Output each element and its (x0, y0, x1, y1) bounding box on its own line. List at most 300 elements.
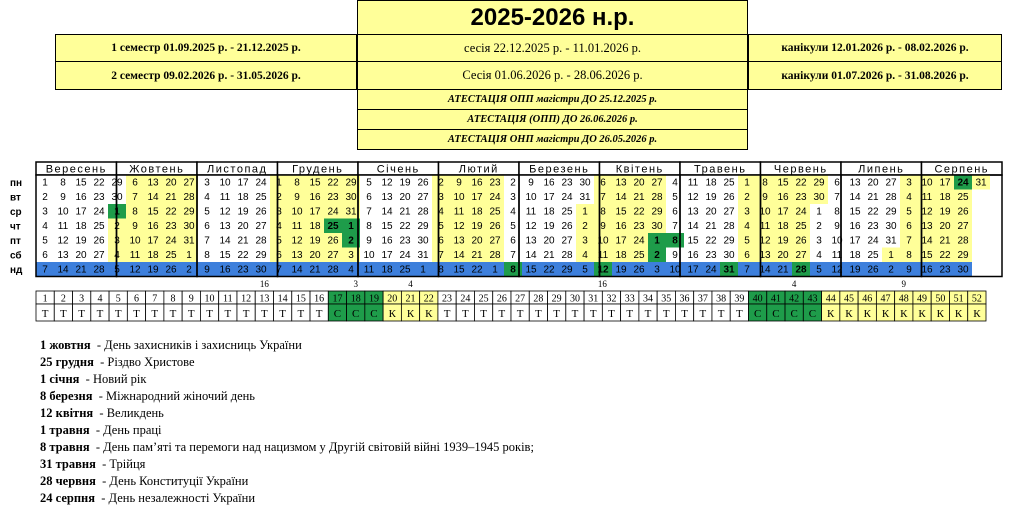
day-number: 12 (597, 264, 609, 276)
day-number: 22 (795, 177, 807, 189)
day-number: 21 (777, 264, 789, 276)
day-number: 18 (777, 221, 789, 232)
day-number: 11 (759, 221, 771, 232)
day-number: 4 (348, 264, 354, 276)
day-number: 27 (561, 235, 573, 247)
day-number: 9 (600, 221, 606, 232)
week-type: Т (133, 308, 140, 320)
day-number: 7 (42, 264, 48, 276)
day-number: 22 (327, 177, 339, 189)
day-number: 14 (381, 206, 393, 218)
day-number: 27 (417, 192, 429, 203)
week-type: К (845, 308, 853, 320)
weekday-label: сб (10, 250, 22, 262)
day-number: 14 (615, 192, 627, 203)
week-number: 34 (643, 293, 654, 305)
day-number: 22 (543, 264, 555, 276)
holiday-item: 31 травня - Трійця (40, 457, 146, 471)
week-type: Т (206, 308, 213, 320)
day-number: 17 (237, 177, 249, 189)
day-number: 27 (183, 177, 195, 189)
day-number: 18 (543, 206, 555, 218)
day-number: 12 (219, 206, 231, 218)
day-number: 20 (165, 177, 177, 189)
week-number: 25 (478, 293, 489, 305)
day-number: 15 (453, 264, 465, 276)
day-number: 21 (705, 221, 717, 232)
week-number: 26 (496, 293, 507, 305)
day-number: 24 (489, 192, 501, 203)
week-number: 20 (387, 293, 398, 305)
break-2: канікули 01.07.2026 р. - 31.08.2026 р. (748, 61, 1002, 90)
month-label: Травень (694, 163, 747, 176)
week-number: 12 (241, 293, 252, 305)
week-number: 24 (460, 293, 471, 305)
day-number: 7 (510, 250, 516, 261)
day-cell (972, 262, 990, 277)
day-number: 13 (453, 235, 465, 247)
week-type: С (370, 308, 378, 320)
day-number: 29 (111, 177, 123, 189)
week-number: 35 (661, 293, 672, 305)
day-number: 27 (795, 250, 807, 261)
week-type: К (827, 308, 835, 320)
day-number: 14 (525, 250, 537, 261)
day-number: 6 (834, 177, 840, 189)
week-number: 30 (569, 293, 580, 305)
week-number: 51 (953, 293, 964, 305)
week-number: 4 (97, 293, 103, 305)
day-number: 1 (744, 177, 750, 189)
day-number: 20 (939, 221, 951, 232)
day-number: 26 (795, 235, 807, 247)
day-number: 7 (204, 235, 210, 247)
day-number: 26 (93, 235, 105, 247)
day-number: 5 (276, 235, 282, 247)
day-number: 19 (939, 206, 951, 218)
day-number: 18 (705, 177, 717, 189)
day-number: 9 (528, 177, 534, 189)
day-number: 19 (147, 264, 159, 276)
day-number: 12 (57, 235, 69, 247)
week-type: Т (461, 308, 469, 320)
day-number: 16 (381, 235, 393, 247)
semester-1: 1 семестр 01.09.2025 р. - 21.12.2025 р. (55, 34, 357, 62)
day-number: 18 (615, 250, 627, 261)
day-number: 8 (762, 177, 768, 189)
day-number: 29 (885, 206, 897, 218)
week-number: 43 (807, 293, 818, 305)
holiday-item: 1 жовтня - День захисників і захисниць України (40, 338, 302, 352)
day-number: 28 (885, 192, 897, 203)
day-number: 16 (921, 264, 933, 276)
day-number: 10 (921, 177, 933, 189)
day-number: 28 (417, 206, 429, 218)
week-number: 36 (679, 293, 690, 305)
day-number: 15 (849, 206, 861, 218)
week-type: Т (78, 308, 86, 320)
day-number: 7 (600, 192, 606, 203)
day-number: 11 (219, 192, 231, 203)
day-number: 26 (957, 206, 969, 218)
day-number: 16 (75, 192, 87, 203)
month-label: Грудень (292, 163, 344, 176)
day-number: 18 (471, 206, 483, 218)
weekday-label: ср (10, 207, 22, 218)
month-label: Липень (858, 163, 905, 176)
day-number: 9 (294, 192, 300, 203)
week-type: Т (114, 308, 122, 320)
day-number: 23 (795, 192, 807, 203)
day-cell (972, 190, 990, 205)
day-number: 30 (885, 221, 897, 232)
day-number: 17 (939, 177, 951, 189)
day-number: 16 (147, 221, 159, 232)
day-number: 30 (813, 192, 825, 203)
day-number: 26 (489, 221, 501, 232)
day-number: 24 (93, 206, 105, 218)
day-number: 15 (309, 177, 321, 189)
day-number: 24 (867, 235, 879, 247)
day-number: 17 (75, 206, 87, 218)
day-number: 19 (705, 192, 717, 203)
week-type: С (790, 308, 798, 320)
day-number: 13 (687, 206, 699, 218)
day-number: 8 (600, 206, 606, 218)
day-number: 9 (672, 250, 678, 261)
week-number: 10 (204, 293, 215, 305)
day-number: 25 (867, 250, 879, 261)
day-number: 25 (795, 221, 807, 232)
day-number: 11 (363, 264, 375, 276)
day-number: 15 (525, 264, 537, 276)
day-number: 23 (939, 264, 951, 276)
week-number: 2 (60, 293, 66, 305)
day-number: 21 (75, 264, 87, 276)
day-number: 16 (471, 177, 483, 189)
day-number: 20 (705, 206, 717, 218)
day-number: 28 (93, 264, 105, 276)
attestation-2: АТЕСТАЦІЯ (ОПП) ДО 26.06.2026 р. (357, 109, 748, 130)
week-number: 7 (152, 293, 158, 305)
week-number: 1 (42, 293, 48, 305)
day-number: 7 (906, 235, 912, 247)
holiday-item: 12 квітня - Великдень (40, 406, 164, 420)
day-number: 7 (366, 206, 372, 218)
day-number: 9 (762, 192, 768, 203)
day-number: 20 (237, 221, 249, 232)
week-number: 11 (223, 293, 233, 305)
day-number: 12 (525, 221, 537, 232)
day-number: 10 (525, 192, 537, 203)
day-number: 14 (291, 264, 303, 276)
day-number: 19 (471, 221, 483, 232)
week-type: С (808, 308, 817, 320)
day-number: 4 (204, 192, 210, 203)
day-number: 15 (921, 250, 933, 261)
week-type: Т (96, 308, 104, 320)
day-number: 6 (204, 221, 210, 232)
day-number: 22 (237, 250, 249, 261)
day-number: 13 (291, 250, 303, 261)
page-title: 2025-2026 н.р. (357, 0, 748, 35)
day-cell (972, 248, 990, 263)
week-type: Т (662, 308, 670, 320)
day-number: 11 (597, 250, 609, 261)
week-number: 21 (405, 293, 416, 305)
day-number: 6 (600, 177, 606, 189)
day-number: 17 (381, 250, 393, 261)
day-number: 1 (42, 177, 48, 189)
week-type: С (352, 308, 360, 320)
day-number: 12 (453, 221, 465, 232)
day-number: 13 (921, 221, 933, 232)
day-number: 20 (633, 177, 645, 189)
day-number: 25 (561, 206, 573, 218)
day-number: 11 (831, 250, 843, 261)
day-number: 30 (579, 177, 591, 189)
week-type: К (881, 308, 890, 320)
day-number: 25 (633, 250, 645, 261)
day-number: 24 (795, 206, 807, 218)
day-number: 19 (543, 221, 555, 232)
day-number: 25 (399, 264, 411, 276)
day-number: 29 (723, 235, 735, 247)
day-number: 6 (438, 235, 444, 247)
day-number: 20 (543, 235, 555, 247)
month-label: Жовтень (129, 163, 185, 176)
month-label: Березень (529, 163, 590, 176)
day-number: 3 (510, 192, 516, 203)
day-number: 11 (291, 221, 303, 232)
day-number: 18 (75, 221, 87, 232)
break-1: канікули 12.01.2026 р. - 08.02.2026 р. (748, 34, 1002, 62)
day-number: 9 (366, 235, 372, 247)
day-number: 14 (921, 235, 933, 247)
week-type: Т (315, 308, 323, 320)
day-number: 5 (672, 192, 678, 203)
day-number: 2 (276, 192, 282, 203)
week-type: К (954, 308, 963, 320)
holiday-item: 24 серпня - День незалежності України (40, 491, 256, 505)
day-number: 30 (723, 250, 735, 261)
day-number: 30 (651, 221, 663, 232)
day-number: 27 (957, 221, 969, 232)
day-number: 19 (237, 206, 249, 218)
day-number: 24 (165, 235, 177, 247)
day-number: 5 (906, 206, 912, 218)
week-number: 29 (551, 293, 562, 305)
weekday-label: чт (10, 221, 21, 233)
day-number: 17 (147, 235, 159, 247)
day-number: 5 (744, 235, 750, 247)
day-number: 31 (975, 177, 987, 189)
day-number: 31 (579, 192, 591, 203)
week-number: 9 (188, 293, 194, 305)
day-number: 10 (597, 235, 609, 247)
day-number: 20 (399, 192, 411, 203)
day-number: 11 (453, 206, 465, 218)
week-number: 28 (533, 293, 544, 305)
day-number: 9 (456, 177, 462, 189)
day-number: 8 (294, 177, 300, 189)
day-number: 13 (147, 177, 159, 189)
day-number: 5 (582, 264, 588, 276)
day-number: 7 (276, 264, 282, 276)
day-number: 25 (93, 221, 105, 232)
weekday-label: нд (10, 265, 23, 276)
day-number: 24 (399, 250, 411, 261)
day-number: 13 (57, 250, 69, 261)
day-number: 4 (582, 250, 588, 261)
day-number: 28 (957, 235, 969, 247)
day-number: 23 (399, 235, 411, 247)
day-number: 14 (147, 192, 159, 203)
day-number: 10 (129, 235, 141, 247)
day-number: 3 (816, 235, 822, 247)
day-number: 29 (255, 250, 267, 261)
week-count: 3 (353, 279, 358, 289)
day-number: 5 (114, 264, 120, 276)
week-type: Т (571, 308, 579, 320)
day-number: 5 (366, 177, 372, 189)
day-number: 26 (561, 221, 573, 232)
day-number: 4 (816, 250, 822, 261)
day-number: 20 (75, 250, 87, 261)
day-number: 24 (561, 192, 573, 203)
week-number: 37 (697, 293, 708, 305)
month-label: Вересень (45, 163, 107, 176)
day-number: 28 (723, 221, 735, 232)
day-number: 14 (759, 264, 771, 276)
month-label: Лютий (458, 163, 499, 176)
day-number: 13 (849, 177, 861, 189)
day-cell (972, 204, 990, 219)
day-number: 23 (561, 177, 573, 189)
day-number: 4 (510, 206, 516, 218)
day-number: 11 (921, 192, 933, 203)
day-number: 23 (867, 221, 879, 232)
day-number: 2 (582, 221, 588, 232)
day-number: 17 (471, 192, 483, 203)
week-number: 45 (843, 293, 854, 305)
day-number: 24 (255, 177, 267, 189)
day-number: 28 (327, 264, 339, 276)
day-number: 13 (615, 177, 627, 189)
day-number: 14 (849, 192, 861, 203)
holiday-item: 1 січня - Новий рік (40, 372, 147, 386)
week-number: 18 (350, 293, 361, 305)
week-type: Т (608, 308, 615, 320)
day-number: 5 (42, 235, 48, 247)
day-number: 27 (885, 177, 897, 189)
day-number: 26 (165, 264, 177, 276)
week-type: Т (187, 308, 195, 320)
day-number: 25 (255, 192, 267, 203)
day-number: 21 (237, 235, 249, 247)
day-number: 6 (744, 250, 750, 261)
week-type: К (900, 308, 908, 320)
day-number: 30 (417, 235, 429, 247)
day-number: 18 (237, 192, 249, 203)
day-number: 29 (813, 177, 825, 189)
day-number: 2 (654, 250, 660, 261)
day-number: 1 (420, 264, 426, 276)
day-number: 17 (615, 235, 627, 247)
day-cell (972, 219, 990, 234)
day-number: 17 (543, 192, 555, 203)
week-type: Т (297, 308, 305, 320)
day-number: 3 (42, 206, 48, 218)
day-number: 22 (165, 206, 177, 218)
day-number: 23 (165, 221, 177, 232)
day-number: 23 (237, 264, 249, 276)
week-number: 13 (259, 293, 270, 305)
day-number: 15 (777, 177, 789, 189)
week-number: 5 (115, 293, 121, 305)
day-number: 6 (132, 177, 138, 189)
day-number: 21 (309, 264, 321, 276)
day-number: 16 (615, 221, 627, 232)
day-number: 6 (276, 250, 282, 261)
day-number: 15 (381, 221, 393, 232)
week-type: К (388, 308, 396, 320)
day-number: 27 (327, 250, 339, 261)
day-number: 8 (672, 235, 678, 247)
weekday-label: пн (10, 178, 23, 189)
day-number: 21 (939, 235, 951, 247)
week-number: 17 (332, 293, 343, 305)
day-number: 26 (633, 264, 645, 276)
day-number: 31 (417, 250, 429, 261)
day-number: 24 (327, 206, 339, 218)
holiday-item: 8 березня - Міжнародний жіночий день (40, 389, 256, 403)
week-number: 3 (79, 293, 85, 305)
day-number: 29 (417, 221, 429, 232)
day-number: 19 (75, 235, 87, 247)
week-type: Т (589, 308, 597, 320)
day-number: 2 (438, 177, 444, 189)
week-number: 40 (752, 293, 763, 305)
day-number: 1 (582, 206, 588, 218)
week-number: 15 (295, 293, 306, 305)
day-number: 25 (489, 206, 501, 218)
day-number: 29 (651, 206, 663, 218)
day-number: 31 (885, 235, 897, 247)
week-number: 32 (606, 293, 617, 305)
day-number: 25 (165, 250, 177, 261)
week-type: Т (260, 308, 268, 320)
day-number: 7 (438, 250, 444, 261)
day-number: 2 (510, 177, 516, 189)
day-number: 25 (723, 177, 735, 189)
day-number: 26 (417, 177, 429, 189)
day-number: 20 (867, 177, 879, 189)
day-number: 21 (543, 250, 555, 261)
week-number: 39 (734, 293, 745, 305)
day-number: 3 (438, 192, 444, 203)
day-number: 3 (348, 250, 354, 261)
day-number: 12 (831, 264, 843, 276)
day-number: 22 (867, 206, 879, 218)
day-number: 8 (834, 206, 840, 218)
week-type: Т (60, 308, 67, 320)
week-number: 49 (917, 293, 928, 305)
week-number: 48 (898, 293, 909, 305)
day-number: 19 (309, 235, 321, 247)
day-number: 13 (525, 235, 537, 247)
day-number: 11 (687, 177, 699, 189)
